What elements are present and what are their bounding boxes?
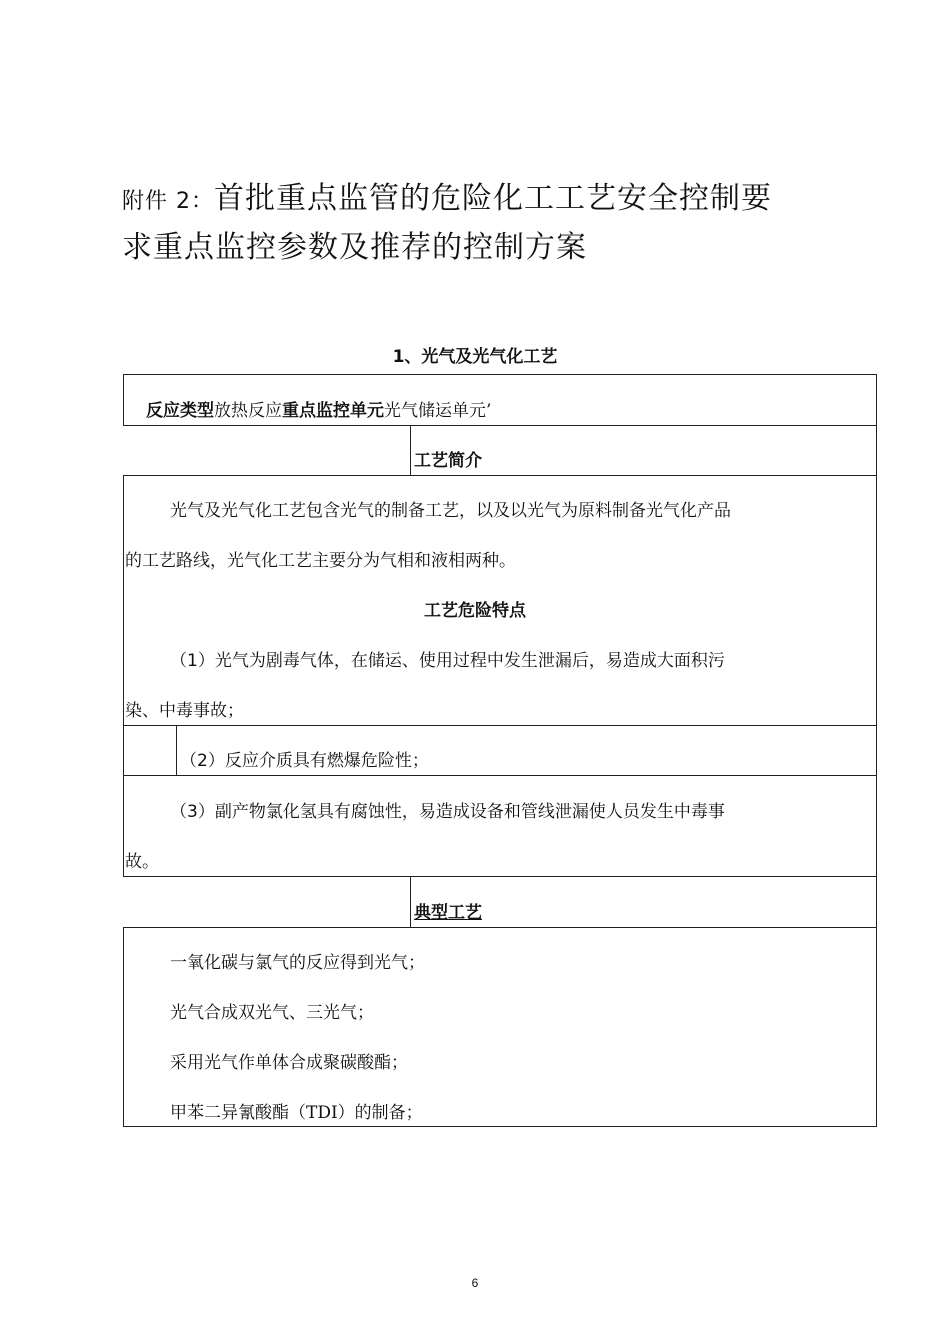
- typical-heading: 典型工艺: [414, 903, 482, 923]
- reaction-type-value: 放热反应: [214, 401, 282, 421]
- hazard-1-text: 光气为剧毒气体，在储运、使用过程中发生泄漏后，易造成大面积污: [214, 651, 725, 671]
- monitor-unit-value: 光气储运单元’: [384, 401, 492, 421]
- typical-item: 采用光气作单体合成聚碳酸酯；: [170, 1053, 408, 1073]
- document-title: [122, 176, 862, 271]
- hazard-1-line-2: 染、中毒事故；: [125, 701, 244, 721]
- monitor-unit-label: 重点监控单元: [282, 401, 384, 421]
- hazard-3-cell: [123, 775, 877, 877]
- hazard-1-number: （1）: [170, 651, 215, 671]
- process-intro-line-2: 的工艺路线，光气化工艺主要分为气相和液相两种。: [125, 551, 516, 571]
- title-line-1: 首批重点监管的危险化工工艺安全控制要: [214, 181, 772, 216]
- hazard-1-line-1: [170, 646, 725, 671]
- page-number: 6: [471, 1276, 479, 1290]
- hazard-3-text: 副产物氯化氢具有腐蚀性，易造成设备和管线泄漏使人员发生中毒事: [214, 802, 725, 822]
- process-intro-line-1: 光气及光气化工艺包含光气的制备工艺，以及以光气为原料制备光气化产品: [170, 501, 731, 521]
- reaction-info-text: [146, 396, 491, 421]
- hazard-3-line-2: 故。: [125, 852, 159, 872]
- process-intro-heading: 工艺简介: [414, 451, 482, 471]
- typical-item: 一氧化碳与氯气的反应得到光气；: [170, 953, 425, 973]
- hazard-2-number: （2）: [180, 751, 225, 771]
- typical-item: 光气合成双光气、三光气；: [170, 1003, 374, 1023]
- hazard-2-divider: [176, 725, 177, 776]
- section-heading: 1、光气及光气化工艺: [392, 347, 558, 367]
- hazard-heading: 工艺危险特点: [424, 601, 526, 621]
- hazard-3-line-1: [170, 797, 725, 822]
- hazard-2-text: 反应介质具有燃爆危险性；: [224, 751, 429, 771]
- hazard-2-line: [180, 746, 429, 771]
- hazard-3-number: （3）: [170, 802, 215, 822]
- typical-item: 甲苯二异氰酸酯（TDI）的制备；: [170, 1103, 423, 1123]
- reaction-type-label: 反应类型: [146, 401, 214, 421]
- title-prefix: 附件 2：: [122, 189, 214, 214]
- title-line-2: 求重点监控参数及推荐的控制方案: [122, 230, 587, 265]
